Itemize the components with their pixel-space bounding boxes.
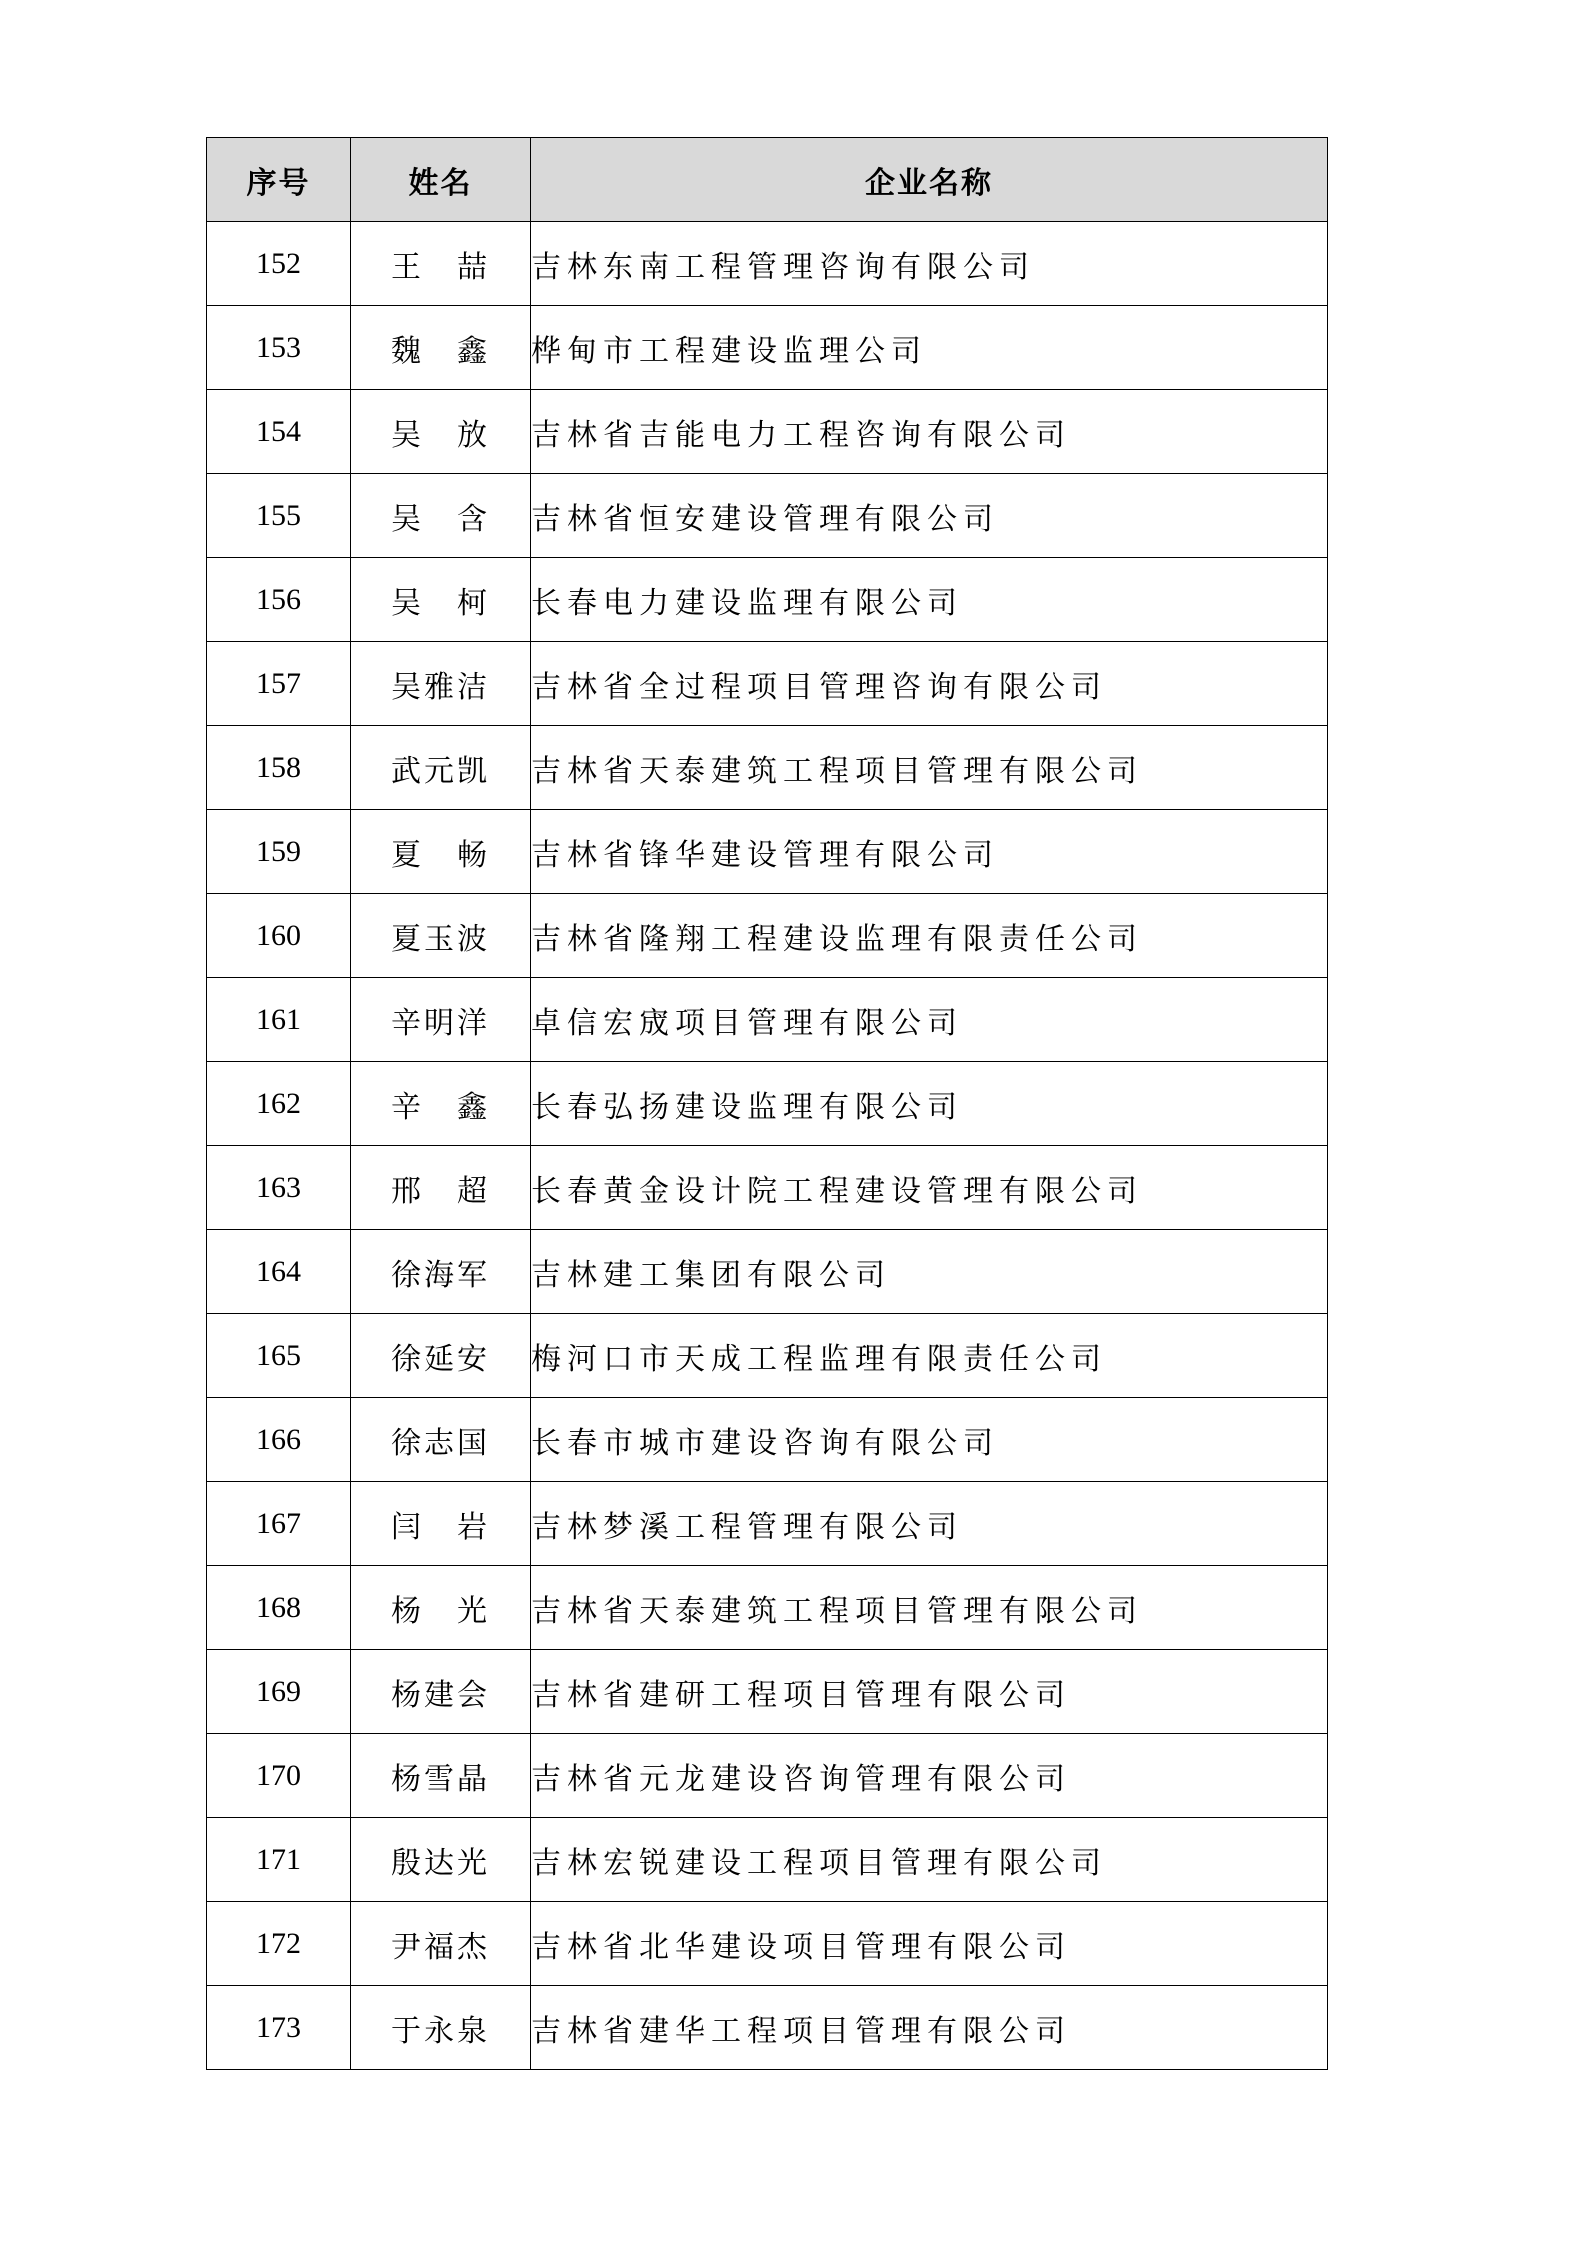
company-name-cell: 长春弘扬建设监理有限公司 <box>531 1062 1328 1146</box>
company-name-cell: 长春电力建设监理有限公司 <box>531 558 1328 642</box>
serial-number-cell: 169 <box>207 1650 351 1734</box>
table-row <box>207 1398 1328 1482</box>
name-cell: 辛 鑫 <box>351 1062 531 1146</box>
company-name-cell: 吉林宏锐建设工程项目管理有限公司 <box>531 1818 1328 1902</box>
header-name: 姓名 <box>351 138 531 222</box>
serial-number-cell: 170 <box>207 1734 351 1818</box>
table-row <box>207 558 1328 642</box>
document-page <box>206 137 1327 2070</box>
company-name-cell: 梅河口市天成工程监理有限责任公司 <box>531 1314 1328 1398</box>
name-cell: 吴 柯 <box>351 558 531 642</box>
table-row <box>207 1986 1328 2070</box>
serial-number-cell: 165 <box>207 1314 351 1398</box>
serial-number-cell: 168 <box>207 1566 351 1650</box>
table-row <box>207 1734 1328 1818</box>
serial-number-cell: 153 <box>207 306 351 390</box>
table-row <box>207 1314 1328 1398</box>
table-row <box>207 1146 1328 1230</box>
serial-number-cell: 171 <box>207 1818 351 1902</box>
table-row <box>207 978 1328 1062</box>
company-name-cell: 吉林省吉能电力工程咨询有限公司 <box>531 390 1328 474</box>
serial-number-cell: 162 <box>207 1062 351 1146</box>
header-serial-number: 序号 <box>207 138 351 222</box>
company-name-cell: 桦甸市工程建设监理公司 <box>531 306 1328 390</box>
table-row <box>207 306 1328 390</box>
serial-number-cell: 158 <box>207 726 351 810</box>
table-row <box>207 642 1328 726</box>
company-name-cell: 吉林省天泰建筑工程项目管理有限公司 <box>531 1566 1328 1650</box>
name-cell: 徐海军 <box>351 1230 531 1314</box>
company-name-cell: 长春市城市建设咨询有限公司 <box>531 1398 1328 1482</box>
table-header <box>207 138 1328 222</box>
serial-number-cell: 166 <box>207 1398 351 1482</box>
serial-number-cell: 157 <box>207 642 351 726</box>
serial-number-cell: 164 <box>207 1230 351 1314</box>
table-row <box>207 1230 1328 1314</box>
serial-number-cell: 173 <box>207 1986 351 2070</box>
serial-number-cell: 160 <box>207 894 351 978</box>
table-row <box>207 474 1328 558</box>
company-name-cell: 吉林省建研工程项目管理有限公司 <box>531 1650 1328 1734</box>
company-name-cell: 吉林建工集团有限公司 <box>531 1230 1328 1314</box>
name-cell: 夏玉波 <box>351 894 531 978</box>
header-company-name: 企业名称 <box>531 138 1328 222</box>
name-cell: 于永泉 <box>351 1986 531 2070</box>
name-cell: 吴 含 <box>351 474 531 558</box>
name-cell: 夏 畅 <box>351 810 531 894</box>
name-cell: 尹福杰 <box>351 1902 531 1986</box>
table-row <box>207 1650 1328 1734</box>
table-row <box>207 222 1328 306</box>
name-cell: 殷达光 <box>351 1818 531 1902</box>
serial-number-cell: 152 <box>207 222 351 306</box>
personnel-table <box>206 137 1328 2070</box>
name-cell: 徐延安 <box>351 1314 531 1398</box>
serial-number-cell: 172 <box>207 1902 351 1986</box>
table-row <box>207 1062 1328 1146</box>
serial-number-cell: 156 <box>207 558 351 642</box>
company-name-cell: 长春黄金设计院工程建设管理有限公司 <box>531 1146 1328 1230</box>
company-name-cell: 吉林省天泰建筑工程项目管理有限公司 <box>531 726 1328 810</box>
table-row <box>207 1818 1328 1902</box>
company-name-cell: 吉林省隆翔工程建设监理有限责任公司 <box>531 894 1328 978</box>
name-cell: 魏 鑫 <box>351 306 531 390</box>
table-row <box>207 1566 1328 1650</box>
table-row <box>207 390 1328 474</box>
table-row <box>207 1902 1328 1986</box>
serial-number-cell: 154 <box>207 390 351 474</box>
name-cell: 王 喆 <box>351 222 531 306</box>
table-row <box>207 810 1328 894</box>
company-name-cell: 卓信宏宬项目管理有限公司 <box>531 978 1328 1062</box>
name-cell: 邢 超 <box>351 1146 531 1230</box>
name-cell: 徐志国 <box>351 1398 531 1482</box>
company-name-cell: 吉林梦溪工程管理有限公司 <box>531 1482 1328 1566</box>
name-cell: 闫 岩 <box>351 1482 531 1566</box>
name-cell: 吴 放 <box>351 390 531 474</box>
name-cell: 杨建会 <box>351 1650 531 1734</box>
company-name-cell: 吉林东南工程管理咨询有限公司 <box>531 222 1328 306</box>
name-cell: 杨 光 <box>351 1566 531 1650</box>
name-cell: 杨雪晶 <box>351 1734 531 1818</box>
company-name-cell: 吉林省恒安建设管理有限公司 <box>531 474 1328 558</box>
serial-number-cell: 161 <box>207 978 351 1062</box>
company-name-cell: 吉林省北华建设项目管理有限公司 <box>531 1902 1328 1986</box>
company-name-cell: 吉林省全过程项目管理咨询有限公司 <box>531 642 1328 726</box>
table-body <box>207 222 1328 2070</box>
company-name-cell: 吉林省锋华建设管理有限公司 <box>531 810 1328 894</box>
name-cell: 辛明洋 <box>351 978 531 1062</box>
company-name-cell: 吉林省建华工程项目管理有限公司 <box>531 1986 1328 2070</box>
header-row <box>207 138 1328 222</box>
company-name-cell: 吉林省元龙建设咨询管理有限公司 <box>531 1734 1328 1818</box>
table-row <box>207 894 1328 978</box>
table-row <box>207 726 1328 810</box>
name-cell: 武元凯 <box>351 726 531 810</box>
name-cell: 吴雅洁 <box>351 642 531 726</box>
serial-number-cell: 163 <box>207 1146 351 1230</box>
table-row <box>207 1482 1328 1566</box>
serial-number-cell: 167 <box>207 1482 351 1566</box>
serial-number-cell: 155 <box>207 474 351 558</box>
serial-number-cell: 159 <box>207 810 351 894</box>
